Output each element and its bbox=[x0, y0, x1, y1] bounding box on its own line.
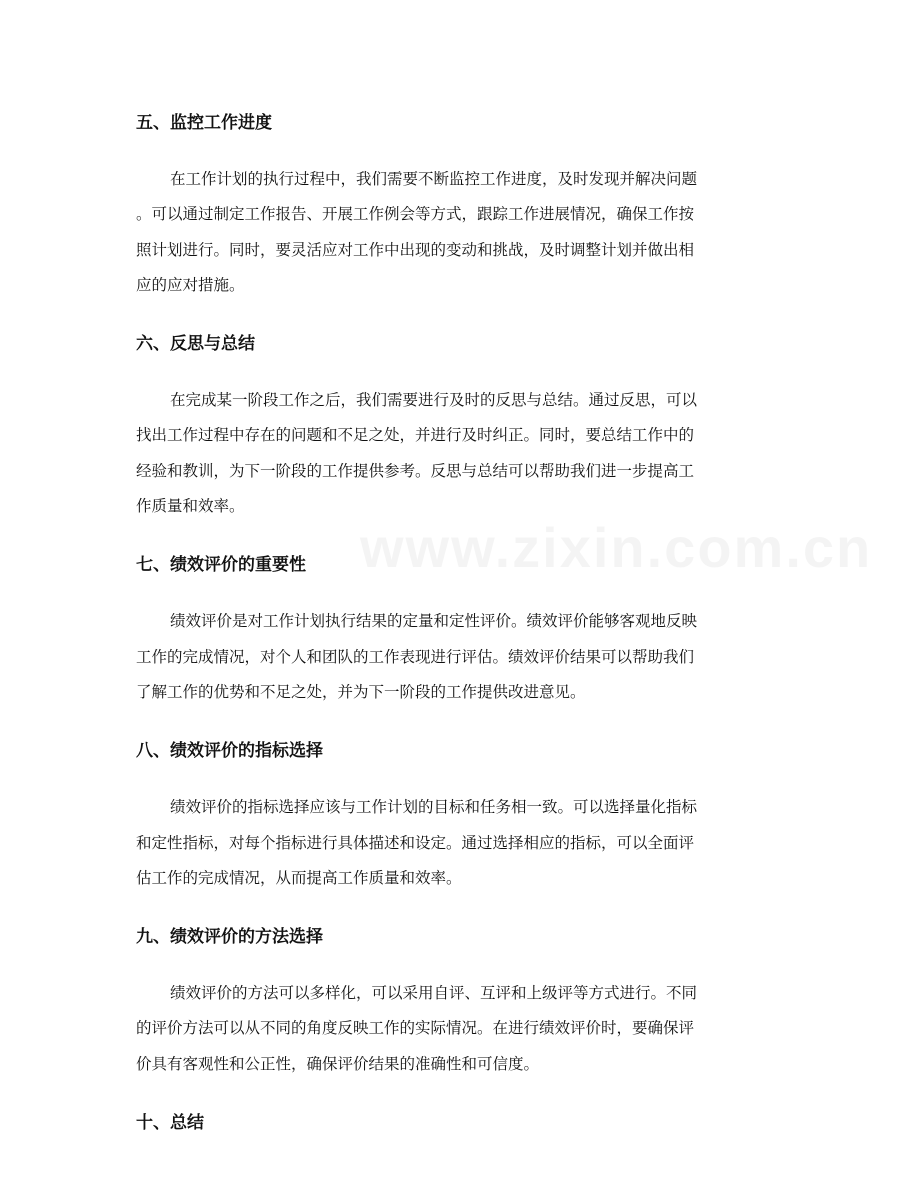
section bbox=[136, 108, 796, 303]
section-heading: 八、绩效评价的指标选择 bbox=[136, 741, 323, 762]
paragraph-line: 工作的完成情况，对个人和团队的工作表现进行评估。绩效评价结果可以帮助我们 bbox=[136, 647, 695, 666]
paragraph-line: 应的应对措施。 bbox=[136, 275, 245, 294]
section-heading: 七、绩效评价的重要性 bbox=[136, 555, 306, 576]
section bbox=[136, 329, 796, 524]
paragraph-line: 。可以通过制定工作报告、开展工作例会等方式，跟踪工作进展情况，确保工作按 bbox=[136, 205, 695, 224]
section bbox=[136, 1108, 796, 1138]
section-heading: 十、总结 bbox=[136, 1113, 204, 1134]
paragraph-line: 和定性指标，对每个指标进行具体描述和设定。通过选择相应的指标，可以全面评 bbox=[136, 833, 695, 852]
paragraph-line: 照计划进行。同时，要灵活应对工作中出现的变动和挑战，及时调整计划并做出相 bbox=[136, 240, 695, 259]
section-paragraph bbox=[136, 976, 796, 1082]
paragraph-line: 经验和教训，为下一阶段的工作提供参考。反思与总结可以帮助我们进一步提高工 bbox=[136, 461, 695, 480]
section-paragraph bbox=[136, 383, 796, 524]
section bbox=[136, 922, 796, 1082]
paragraph-line: 绩效评价的方法可以多样化，可以采用自评、互评和上级评等方式进行。不同 bbox=[170, 984, 698, 1003]
paragraph-line: 作质量和效率。 bbox=[136, 497, 245, 516]
section bbox=[136, 550, 796, 710]
paragraph-line: 在工作计划的执行过程中，我们需要不断监控工作进度，及时发现并解决问题 bbox=[170, 170, 698, 188]
document-content bbox=[136, 108, 796, 1162]
section bbox=[136, 736, 796, 896]
section-heading: 五、监控工作进度 bbox=[136, 113, 272, 133]
paragraph-line: 的评价方法可以从不同的角度反映工作的实际情况。在进行绩效评价时，要确保评 bbox=[136, 1019, 695, 1038]
section-paragraph bbox=[136, 162, 796, 303]
section-heading: 六、反思与总结 bbox=[136, 334, 255, 355]
paragraph-line: 价具有客观性和公正性，确保评价结果的准确性和可信度。 bbox=[136, 1054, 540, 1073]
paragraph-line: 了解工作的优势和不足之处，并为下一阶段的工作提供改进意见。 bbox=[136, 682, 586, 701]
section-paragraph bbox=[136, 790, 796, 896]
paragraph-line: 在完成某一阶段工作之后，我们需要进行及时的反思与总结。通过反思，可以 bbox=[170, 391, 698, 410]
paragraph-line: 找出工作过程中存在的问题和不足之处，并进行及时纠正。同时，要总结工作中的 bbox=[136, 426, 695, 445]
paragraph-line: 绩效评价的指标选择应该与工作计划的目标和任务相一致。可以选择量化指标 bbox=[170, 798, 698, 817]
paragraph-line: 绩效评价是对工作计划执行结果的定量和定性评价。绩效评价能够客观地反映 bbox=[170, 612, 698, 631]
paragraph-line: 估工作的完成情况，从而提高工作质量和效率。 bbox=[136, 868, 462, 887]
section-heading: 九、绩效评价的方法选择 bbox=[136, 927, 323, 948]
section-paragraph bbox=[136, 604, 796, 710]
